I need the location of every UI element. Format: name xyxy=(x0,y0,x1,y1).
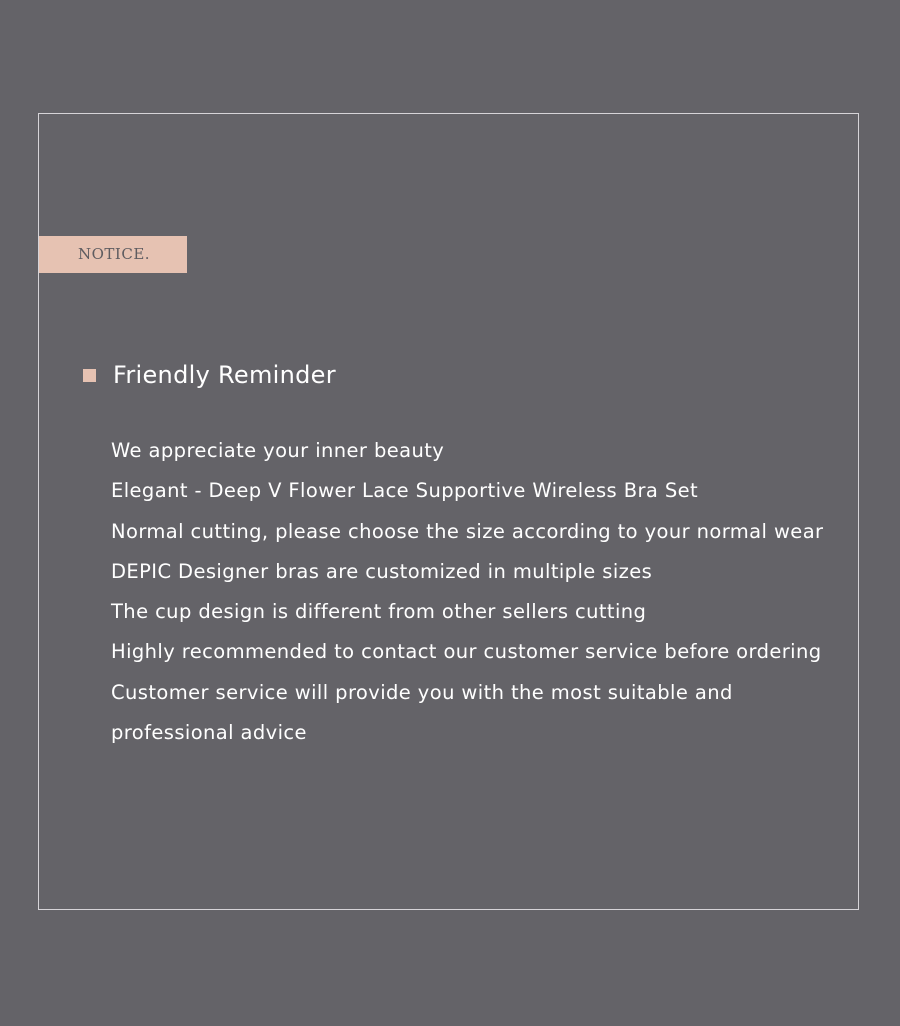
notice-tag: NOTICE. xyxy=(39,236,187,273)
heading-title: Friendly Reminder xyxy=(113,361,336,389)
section-heading xyxy=(83,358,336,392)
reminder-line: The cup design is different from other sellers cutting xyxy=(111,600,647,624)
reminder-line: Elegant - Deep V Flower Lace Supportive Wireless Bra Set xyxy=(111,479,699,503)
reminder-line: Highly recommended to contact our customer service before ordering xyxy=(111,640,822,664)
reminder-line: We appreciate your inner beauty xyxy=(111,439,445,462)
reminder-line: Customer service will provide you with the most suitable and xyxy=(111,680,733,704)
reminder-line: Normal cutting, please choose the size according to your normal wear xyxy=(111,519,824,543)
reminder-text-list xyxy=(111,431,823,753)
reminder-line: professional advice xyxy=(111,721,307,745)
square-bullet-icon xyxy=(83,369,96,382)
reminder-line: DEPIC Designer bras are customized in multiple sizes xyxy=(111,559,653,583)
